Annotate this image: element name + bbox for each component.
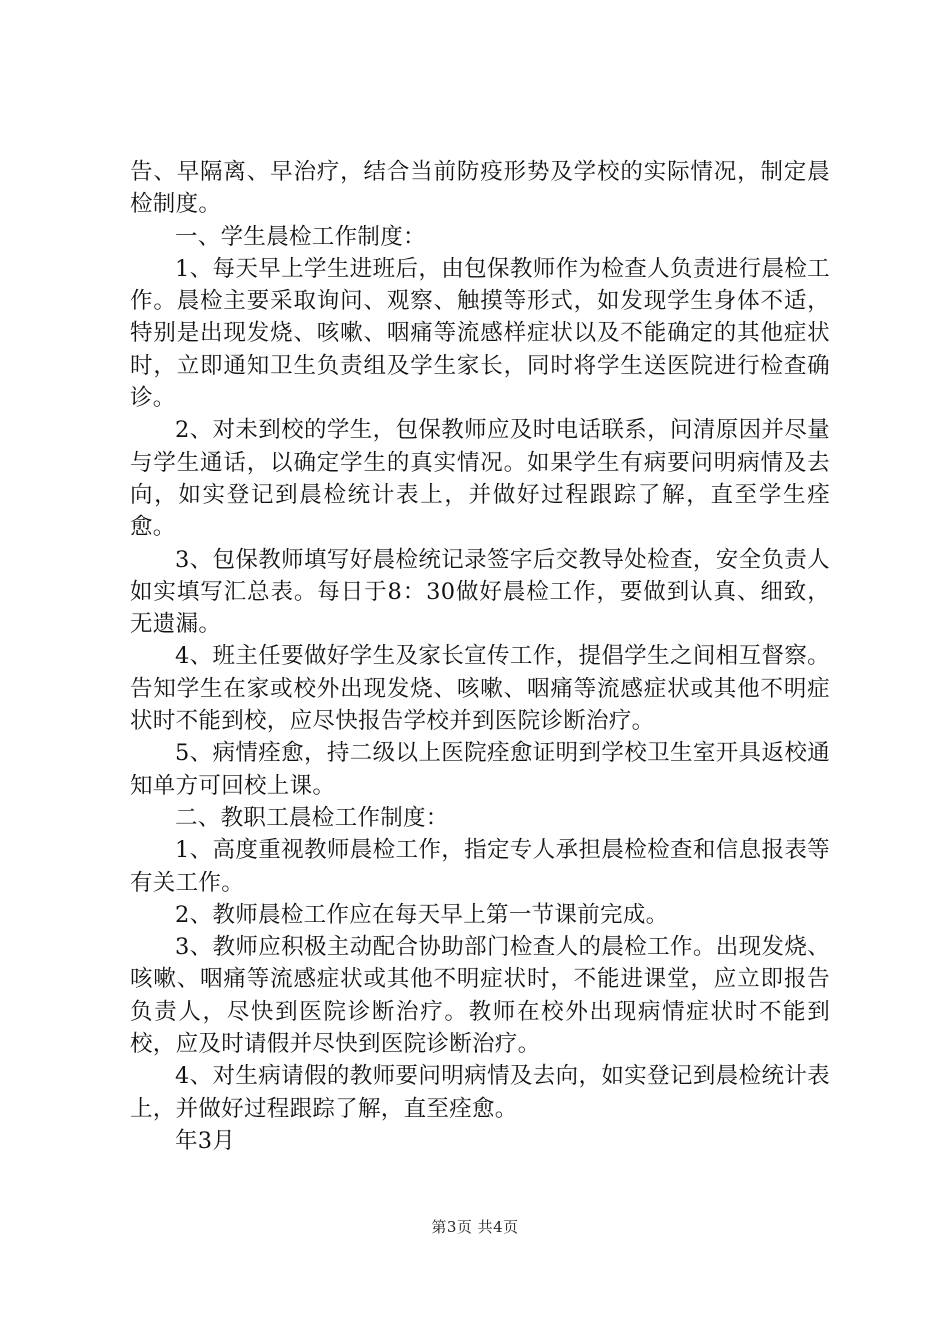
paragraph-student-rule-2: 2、对未到校的学生，包保教师应及时电话联系，问清原因并尽量与学生通话，以确定学生的真实情况。如果学生有病要问明病情及去向，如实登记到晨检统计表上，并做好过程跟踪了解，直至学生痊愈。: [130, 417, 830, 541]
paragraph-staff-rule-1: 1、高度重视教师晨检工作，指定专人承担晨检检查和信息报表等有关工作。: [130, 837, 830, 896]
document-date: 年3月: [175, 1127, 236, 1154]
paragraph-staff-rule-3: 3、教师应积极主动配合协助部门检查人的晨检工作。出现发烧、咳嗽、咽痛等流感症状或其他不明症状时，不能进课堂，应立即报告负责人，尽快到医院诊断治疗。教师在校外出现病情症状时不能到校，应及时请假并尽快到医院诊断治疗。: [130, 934, 830, 1058]
paragraph-student-rule-5: 5、病情痊愈，持二级以上医院痊愈证明到学校卫生室开具返校通知单方可回校上课。: [130, 740, 830, 799]
page-number-footer: 第3页 共4页: [431, 1218, 519, 1236]
paragraph-student-rule-3: 3、包保教师填写好晨检统记录签字后交教导处检查，安全负责人如实填写汇总表。每日于8：30做好晨检工作，要做到认真、细致，无遗漏。: [130, 546, 830, 638]
paragraph-student-rule-4: 4、班主任要做好学生及家长宣传工作，提倡学生之间相互督察。告知学生在家或校外出现发烧、咳嗽、咽痛等流感症状或其他不明症状时不能到校，应尽快报告学校并到医院诊断治疗。: [130, 643, 830, 735]
paragraph-continuation: 告、早隔离、早治疗，结合当前防疫形势及学校的实际情况，制定晨检制度。: [130, 159, 830, 218]
paragraph-staff-rule-2: 2、教师晨检工作应在每天早上第一节课前完成。: [175, 901, 669, 928]
document-body: [130, 156, 830, 1157]
paragraph-staff-rule-4: 4、对生病请假的教师要问明病情及去向，如实登记到晨检统计表上，并做好过程跟踪了解，直至痊愈。: [130, 1063, 830, 1122]
section-heading-staff-check: 二、教职工晨检工作制度：: [175, 804, 449, 831]
section-heading-student-check: 一、学生晨检工作制度：: [175, 223, 426, 250]
paragraph-student-rule-1: 1、每天早上学生进班后，由包保教师作为检查人负责进行晨检工作。晨检主要采取询问、观察、触摸等形式，如发现学生身体不适，特别是出现发烧、咳嗽、咽痛等流感样症状以及不能确定的其他症状时，立即通知卫生负责组及学生家长，同时将学生送医院进行检查确诊。: [130, 255, 830, 412]
